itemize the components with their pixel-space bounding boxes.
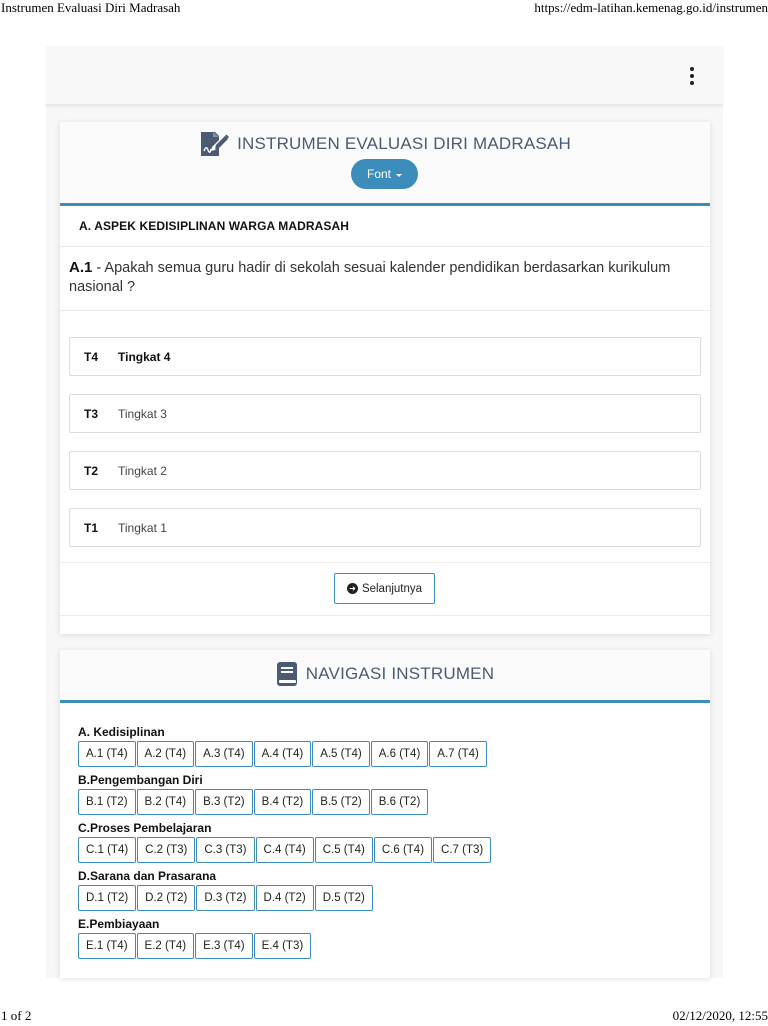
nav-question-button[interactable]: C.4 (T4) [256,837,314,863]
nav-group-title: E.Pembiayaan [78,917,160,931]
nav-question-button[interactable]: D.1 (T2) [78,885,136,911]
nav-question-button[interactable]: B.5 (T2) [312,789,370,815]
nav-question-button[interactable]: B.1 (T2) [78,789,136,815]
nav-question-button[interactable]: C.6 (T4) [374,837,432,863]
instrument-title [60,131,710,157]
divider [60,310,710,311]
nav-question-button[interactable]: E.3 (T4) [195,933,253,959]
divider [60,562,710,563]
instrument-title-text: INSTRUMEN EVALUASI DIRI MADRASAH [237,134,571,153]
print-header [0,0,768,18]
nav-question-button[interactable]: A.6 (T4) [371,741,429,767]
nav-group-title: A. Kedisiplinan [78,725,165,739]
nav-question-button[interactable]: C.2 (T3) [137,837,195,863]
instrument-card [60,122,710,634]
section-title: A. ASPEK KEDISIPLINAN WARGA MADRASAH [79,219,350,233]
nav-group-title: C.Proses Pembelajaran [78,821,212,835]
question [69,258,699,297]
option-label: Tingkat 3 [118,406,167,421]
navigation-title [60,661,710,687]
question-text: - Apakah semua guru hadir di sekolah sesuai kalender pendidikan berdasarkan kurikulum nasional ? [69,260,671,295]
nav-group-title: D.Sarana dan Prasarana [78,869,217,883]
nav-question-button[interactable]: B.2 (T4) [137,789,195,815]
nav-question-button[interactable]: A.7 (T4) [429,741,487,767]
option-label: Tingkat 2 [118,463,167,478]
nav-question-button[interactable]: B.3 (T2) [195,789,253,815]
print-page-number: 1 of 2 [1,1008,32,1023]
top-navbar [46,46,723,105]
kebab-vertical-icon[interactable] [687,67,697,85]
nav-question-button[interactable]: B.6 (T2) [371,789,429,815]
nav-question-button[interactable]: B.4 (T2) [254,789,312,815]
option-t1[interactable] [69,508,701,547]
question-code: A.1 [69,259,93,276]
nav-question-button[interactable]: D.4 (T2) [256,885,314,911]
nav-question-button[interactable]: C.7 (T3) [433,837,491,863]
nav-question-button[interactable]: A.1 (T4) [78,741,136,767]
option-label: Tingkat 4 [118,349,171,364]
print-footer [0,1008,768,1026]
nav-question-button[interactable]: D.5 (T2) [315,885,373,911]
option-code: T4 [84,349,99,364]
nav-question-button[interactable]: A.2 (T4) [137,741,195,767]
option-code: T3 [84,406,99,421]
option-t4[interactable] [69,337,701,376]
font-dropdown-button[interactable] [351,159,418,189]
next-button[interactable] [334,573,435,604]
nav-question-button[interactable]: D.3 (T2) [196,885,254,911]
option-t2[interactable] [69,451,701,490]
nav-group-items [78,933,698,960]
navigation-groups [78,723,698,963]
nav-question-button[interactable]: D.2 (T2) [137,885,195,911]
option-label: Tingkat 1 [118,520,167,535]
print-datetime: 02/12/2020, 12:55 [672,1008,768,1023]
book-icon [276,661,298,687]
print-title: Instrumen Evaluasi Diri Madrasah [1,0,181,15]
edit-document-icon [199,131,229,157]
nav-question-button[interactable]: E.1 (T4) [78,933,136,959]
option-t3[interactable] [69,394,701,433]
navigation-title-text: NAVIGASI INSTRUMEN [305,664,495,683]
divider [60,615,710,616]
nav-question-button[interactable]: A.3 (T4) [195,741,253,767]
print-url: https://edm-latihan.kemenag.go.id/instrumen [534,0,768,15]
nav-question-button[interactable]: A.4 (T4) [254,741,312,767]
next-button-label: Selanjutnya [361,582,423,595]
nav-question-button[interactable]: C.5 (T4) [315,837,373,863]
nav-question-button[interactable]: C.3 (T3) [196,837,254,863]
caret-down-icon [396,174,402,177]
nav-question-button[interactable]: E.4 (T3) [254,933,312,959]
option-code: T1 [84,520,99,535]
divider [60,246,710,247]
navigation-card [60,650,710,978]
nav-group-items [78,837,698,864]
nav-question-button[interactable]: A.5 (T4) [312,741,370,767]
nav-group-items [78,789,698,816]
arrow-circle-right-icon: ➜ [347,583,358,594]
font-button-label: Font [366,167,391,181]
option-code: T2 [84,463,99,478]
nav-group-title: B.Pengembangan Diri [78,773,203,787]
nav-group-items [78,741,698,768]
nav-question-button[interactable]: C.1 (T4) [78,837,136,863]
instrument-card-header [60,122,710,206]
navigation-card-header [60,650,710,703]
nav-group-items [78,885,698,912]
nav-question-button[interactable]: E.2 (T4) [137,933,195,959]
